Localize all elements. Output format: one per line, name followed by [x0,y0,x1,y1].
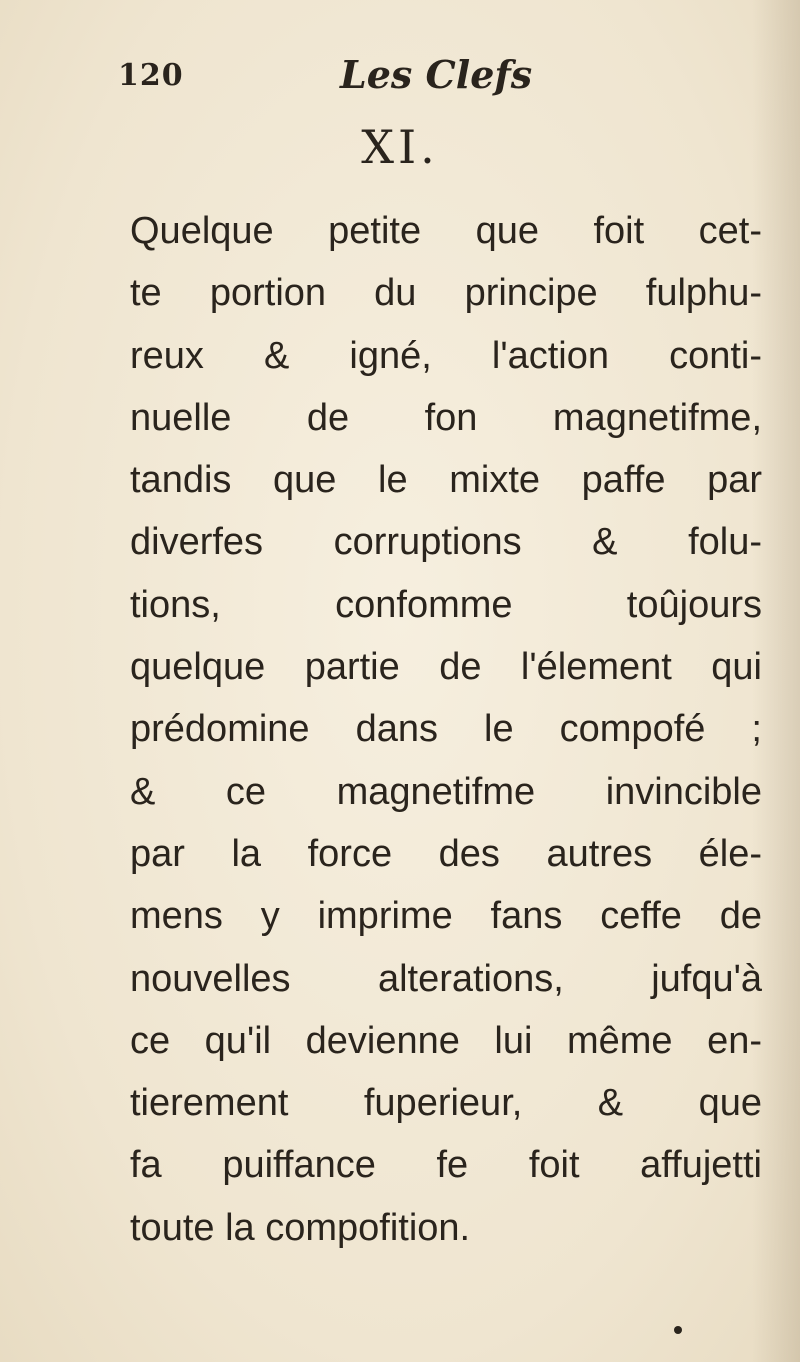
text-line: & ce magnetifme invincible [130,770,762,813]
text-line: tions, confomme toûjours [130,583,762,626]
text-line: Quelque petite que foit cet- [130,210,762,252]
text-line: par la force des autres éle- [130,832,762,875]
section-heading: XI. [361,120,439,174]
text-line: ce qu'il devienne lui même en- [130,1019,762,1062]
text-line: nuelle de fon magnetifme, [130,396,762,439]
text-line: mens y imprime fans ceffe de [130,895,762,938]
text-line: fa puiffance fe foit affujetti [130,1144,762,1187]
text-line: reux & igné, l'action conti- [130,334,762,377]
text-line: te portion du principe fulphu- [130,272,762,315]
text-line: prédomine dans le compofé ; [130,708,762,751]
page-header [118,52,558,102]
ink-speck [674,1326,682,1334]
body-paragraph [130,200,762,1259]
text-line: nouvelles alterations, jufqu'à [130,957,762,1000]
text-line: quelque partie de l'élement qui [130,646,762,689]
text-line: toute la compofition. [130,1206,471,1249]
text-line: tierement fuperieur, & que [130,1082,762,1125]
text-line: tandis que le mixte paffe par [130,459,762,502]
running-title: Les Clefs [340,52,533,97]
text-line: diverfes corruptions & folu- [130,521,762,564]
page-number: 120 [118,58,184,93]
